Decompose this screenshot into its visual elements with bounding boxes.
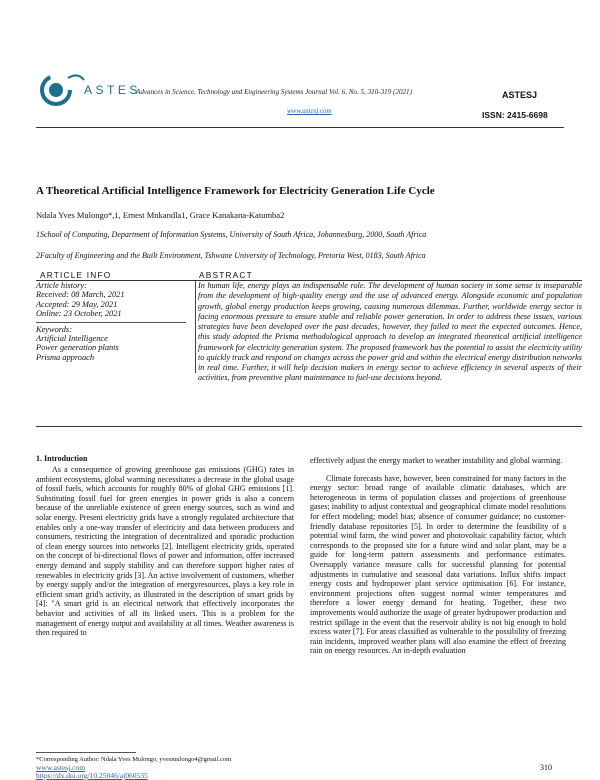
article-title: A Theoretical Artificial Intelligence Framework for Electricity Generation Life Cycle [36,185,435,197]
body-paragraph-continuation: effectively adjust the energy market to weather instability and global warming. [310,456,563,465]
affiliation-1: 1School of Computing, Department of Information Systems, University of South Africa, Johannesburg, 2000, South Africa [36,230,427,239]
footer-doi-link[interactable]: https://dx.doi.org/10.25046/aj060535 [36,771,148,780]
footnote-divider [36,752,136,753]
journal-badge-name: ASTESJ [502,90,538,100]
body-right-column [310,456,566,656]
logo-text: ASTES [84,83,141,97]
accepted-date: Accepted: 29 May, 2021 [36,299,118,309]
article-info-heading: ARTICLE INFO [40,270,112,280]
body-left-column [36,465,294,638]
online-date: Online: 23 October, 2021 [36,309,122,319]
keywords-label: Keywords: [36,324,72,334]
body-paragraph: As a consequence of growing greenhouse gas emissions (GHG) rates in ambient ecosystems, global warming necessitates a decrease in the global usage of fossil fuels, which accounts for roughly 80% of global GHG emissions [1]. Substituting fossil fuel for green energies in power grids is also a concern because of the unreliable existence of green energy sources, such as wind and solar energy. Present electricity grids have a strongly regulated architecture that enables only a one-way transfer of electricity and data between producers and consumers, restricting the integration of decentralized and sporadic production of clean energy sources into networks [2]. Intelligent electricity grids, operated on the concept of bi-directional flows of power and information, offer increased energy demand and supply stability and can therefore support higher rates of renewables in electricity grids [3]. An active involvement of customers, whether by energy supply and/or the integration of energyresources, plays a key role in efficient smart grid's activity, as illustrated in the description of smart grids by [4]: "A smart grid is an electrical network that effectively incorporates the behavior and activities of all its linked users. This is a problem for the management of energy output and availability at all times. Weather awareness is then required to [36,465,294,638]
affiliation-2: 2Faculty of Engineering and the Built Environment, Tshwane University of Technology, Pretoria West, 0183, South Africa [36,251,426,260]
received-date: Received: 08 March, 2021 [36,290,125,300]
body-paragraph: Climate forecasts have, however, been constrained for many factors in the energy sector: broad range of available climatic databases, which are heterogeneous in terms of population classes and projections of greenhouse gases; inability to adjust contextual and geographical climate model resolutions for effect modeling; model bias; absence of consumer guidance; no customer-friendly database repositories [5]. In order to determine the feasibility of a potential wind farm, the wind power and photovoltaic capability factor, which corresponds to the proposed site for a future wind and solar plant, may be a guide for long-term pattern assessments and performance estimates. Oversupply variance measure calls for successful planning for potential adjustments in cumulative and seasonal data variations. Influx shifts impact energy costs and hydropower plant service optimisation [6]. For instance, environment projections often suggest normal winter temperatures and therefore a lower energy demand for heating. Together, these two improvements would authorize the usage of greater hydropower production and restrict spillage in the event that the reservoir ability is not big enough to hold excess water [7]. For areas classified as vulnerable to the possibility of freezing rain incidents, improved weather plans will also examine the effect of freezing rain on energy resources. An in-depth evaluation [310,473,566,656]
article-info-box [36,281,194,362]
corresponding-author-footnote: *Corresponding Author: Ndala Yves Mulongo, yvesmulongo4@gmail.com [36,756,232,763]
section-heading-introduction: 1. Introduction [36,454,88,463]
page-number: 310 [540,763,552,772]
article-authors: Ndala Yves Mulongo*,1, Ernest Mnkandla1, Grace Kanakana-Katumba2 [36,210,285,220]
journal-url-link[interactable]: www.astesj.com [287,107,332,115]
abstract-bottom-rule [36,426,582,427]
keyword-item: Prisma approach [36,352,95,362]
header-divider [36,127,564,128]
keywords-divider [36,322,186,323]
journal-citation: Advances in Science, Technology and Engineering Systems Journal Vol. 6, No. 5, 310-319 (2021) [136,88,412,96]
footer-url-link[interactable]: www.astesj.com [36,763,86,772]
keyword-item: Artificial Intelligence [36,334,108,344]
abstract-text: In human life, energy plays an indispensable role. The development of human society in some sense is inseparable from the development of high-quality energy and the use of advanced energy. Alongside economic and population growth, global energy production keeps growing, causing numerous dilemmas. Further, worldwide energy sector is facing enormous pressure to ensure stable and reliable power generation. In order to address these issues, various strategies have been developed over the past decades, however, they failed to meet the expected outcomes. Hence, this study adopted the Prisma methodological approach to develop an integrated theoretical artificial intelligence framework for electricity generation system. The proposed framework has the potential to assist the electricity utility to quickly track and respond on changes across the power grid and within the electrical energy distribution networks in real time. Further, it will help decision makers in energy sector to achieve efficiency in several aspects of their activities, from preventive plant maintenance to fuel-use decisions beyond. [198,281,582,383]
info-column-divider [195,281,196,373]
history-label: Article history: [36,281,87,290]
keyword-item: Power generation plants [36,343,119,353]
journal-badge-issn: ISSN: 2415-6698 [482,110,548,120]
abstract-heading: ABSTRACT [199,270,253,280]
